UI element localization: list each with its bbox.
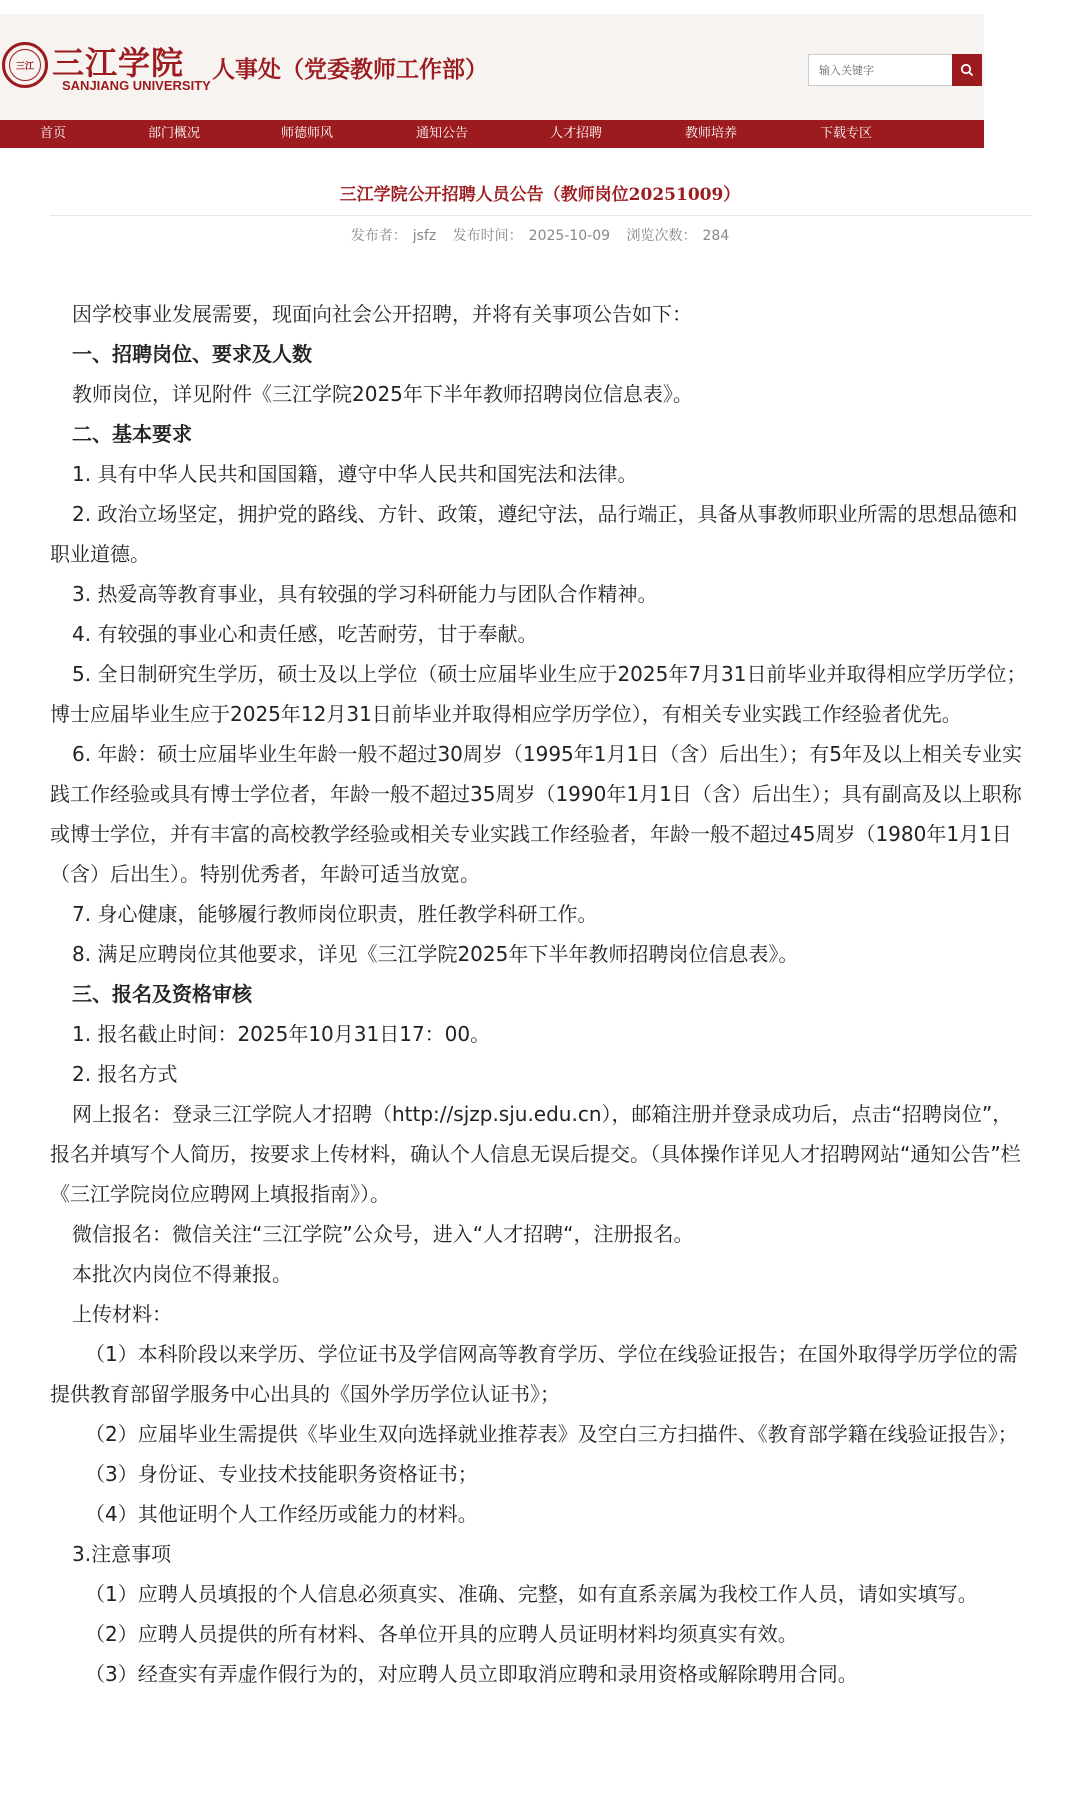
paragraph: 8. 满足应聘岗位其他要求，详见《三江学院2025年下半年教师招聘岗位信息表》。: [72, 942, 799, 966]
nav-notices[interactable]: 通知公告: [416, 126, 469, 141]
paragraph: （3）经查实有弄虚作假行为的，对应聘人员立即取消应聘和录用资格或解除聘用合同。: [85, 1662, 858, 1686]
paragraph: 3. 热爱高等教育事业，具有较强的学习科研能力与团队合作精神。: [72, 582, 658, 606]
university-english-name: SANJIANG UNIVERSITY: [62, 78, 211, 93]
paragraph: 微信报名：微信关注“三江学院”公众号，进入“人才招聘“，注册报名。: [72, 1222, 694, 1246]
section-heading: 二、基本要求: [72, 422, 192, 446]
paragraph: 上传材料：: [72, 1302, 172, 1326]
article-title: 三江学院公开招聘人员公告（教师岗位20251009）: [339, 185, 741, 205]
paragraph: （1）本科阶段以来学历、学位证书及学信网高等教育学历、学位在线验证报告；在国外取得学历学位的需提供教育部留学服务中心出具的《国外学历学位认证书》；: [50, 1342, 1018, 1406]
paragraph: 因学校事业发展需要，现面向社会公开招聘，并将有关事项公告如下：: [72, 302, 692, 326]
paragraph: （1）应聘人员填报的个人信息必须真实、准确、完整，如有直系亲属为我校工作人员，请如实填写。: [85, 1582, 978, 1606]
section-heading: 一、招聘岗位、要求及人数: [72, 342, 312, 366]
paragraph: 6. 年龄：硕士应届毕业生年龄一般不超过30周岁（1995年1月1日（含）后出生）；有5年及以上相关专业实践工作经验或具有博士学位者，年龄一般不超过35周岁（1990年1月1日（含）后出生）；具有副高及以上职称或博士学位，并有丰富的高校教学经验或相关专业实践工作经验者，年龄一般不超过45周岁（1980年1月1日（含）后出生）。特别优秀者，年龄可适当放宽。: [50, 742, 1022, 886]
paragraph: 本批次内岗位不得兼报。: [72, 1262, 292, 1286]
paragraph: （2）应聘人员提供的所有材料、各单位开具的应聘人员证明材料均须真实有效。: [85, 1622, 798, 1646]
department-title: 人事处（党委教师工作部）: [212, 57, 488, 83]
nav-home[interactable]: 首页: [40, 126, 67, 141]
paragraph: 3.注意事项: [72, 1542, 172, 1566]
paragraph: 1. 报名截止时间：2025年10月31日17：00。: [72, 1022, 491, 1046]
seal-text: 三江: [9, 49, 41, 81]
section-heading: 三、报名及资格审核: [72, 982, 252, 1006]
publish-time: 2025-10-09: [528, 228, 611, 244]
paragraph: 1. 具有中华人民共和国国籍，遵守中华人民共和国宪法和法律。: [72, 462, 638, 486]
article-body: [50, 294, 1030, 1694]
paragraph: 2. 政治立场坚定，拥护党的路线、方针、政策，遵纪守法，品行端正，具备从事教师职业所需的思想品德和职业道德。: [50, 502, 1018, 566]
paragraph: 7. 身心健康，能够履行教师岗位职责，胜任教学科研工作。: [72, 902, 598, 926]
publish-time-label: 发布时间：: [452, 228, 523, 244]
nav-teacher-training[interactable]: 教师培养: [685, 126, 738, 141]
main-nav: [0, 120, 984, 148]
nav-teacher-ethics[interactable]: 师德师风: [281, 126, 334, 141]
paragraph: （4）其他证明个人工作经历或能力的材料。: [85, 1502, 478, 1526]
nav-department-overview[interactable]: 部门概况: [148, 126, 201, 141]
university-name-logo[interactable]: 三江学院: [52, 44, 185, 82]
paragraph: 4. 有较强的事业心和责任感，吃苦耐劳，甘于奉献。: [72, 622, 538, 646]
university-seal-logo[interactable]: [2, 42, 48, 88]
paragraph: 2. 报名方式: [72, 1062, 178, 1086]
nav-recruitment[interactable]: 人才招聘: [550, 126, 603, 141]
paragraph: 网上报名：登录三江学院人才招聘（http://sjzp.sju.edu.cn），邮箱注册并登录成功后，点击“招聘岗位”，报名并填写个人简历，按要求上传材料，确认个人信息无误后提交。（具体操作详见人才招聘网站“通知公告”栏《三江学院岗位应聘网上填报指南》）。: [50, 1102, 1021, 1206]
paragraph: 5. 全日制研究生学历，硕士及以上学位（硕士应届毕业生应于2025年7月31日前毕业并取得相应学历学位；博士应届毕业生应于2025年12月31日前毕业并取得相应学历学位），有相关专业实践工作经验者优先。: [50, 662, 1027, 726]
nav-downloads[interactable]: 下载专区: [820, 126, 873, 141]
publisher-label: 发布者：: [350, 228, 407, 244]
search-input[interactable]: [809, 55, 941, 85]
search-button[interactable]: [952, 54, 982, 86]
views-label: 浏览次数：: [626, 228, 697, 244]
view-count: 284: [702, 228, 730, 244]
paragraph: （2）应届毕业生需提供《毕业生双向选择就业推荐表》及空白三方扫描件、《教育部学籍在线验证报告》；: [85, 1422, 1018, 1446]
article-meta: [0, 225, 1080, 245]
paragraph: （3）身份证、专业技术技能职务资格证书；: [85, 1462, 478, 1486]
search-box: [808, 54, 954, 86]
title-divider: [50, 215, 1032, 216]
publisher: jsfz: [412, 228, 437, 244]
search-icon: [960, 63, 974, 77]
paragraph: 教师岗位，详见附件《三江学院2025年下半年教师招聘岗位信息表》。: [72, 382, 693, 406]
